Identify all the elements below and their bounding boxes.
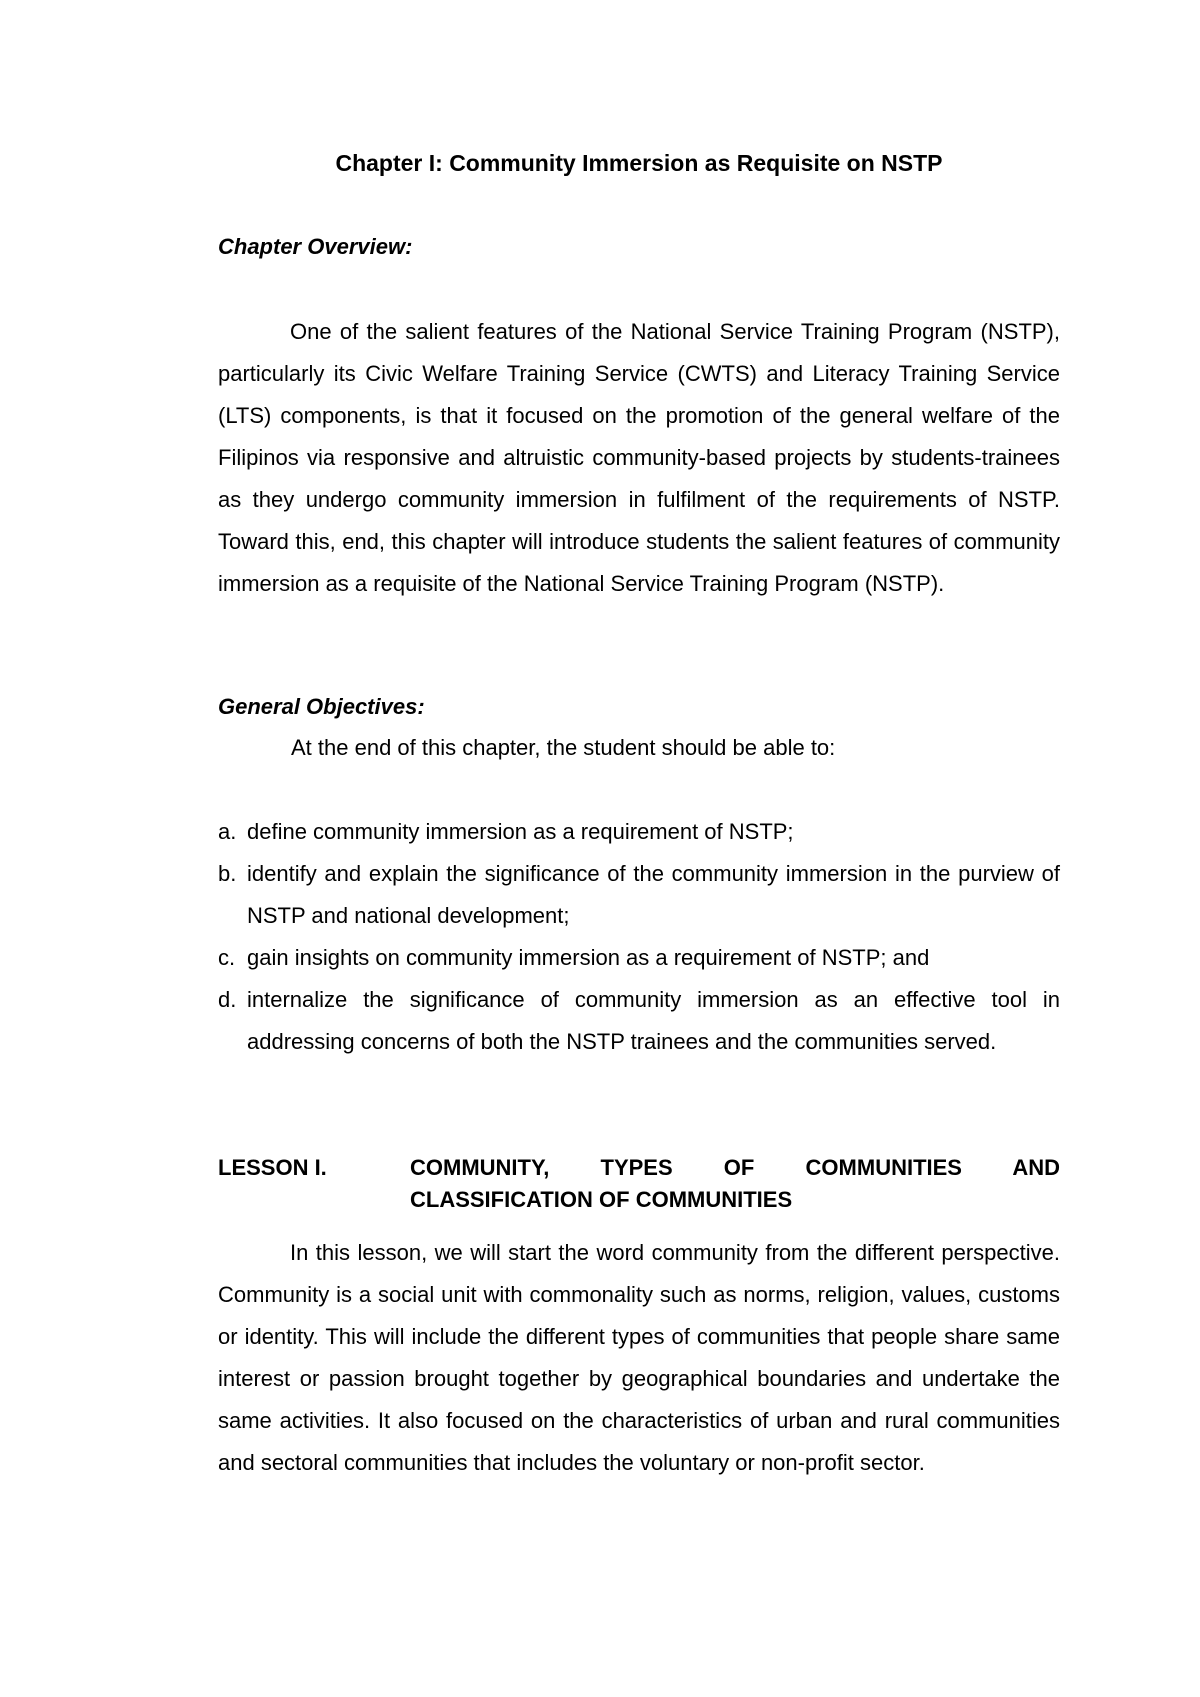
objective-item (218, 811, 1060, 853)
objective-text: define community immersion as a requirement of NSTP; (247, 819, 794, 844)
objectives-heading: General Objectives: (218, 694, 425, 719)
objective-item (218, 937, 1060, 979)
lesson-title-line1: COMMUNITY, TYPES OF COMMUNITIES AND (410, 1155, 1060, 1180)
objectives-list (218, 811, 1060, 1063)
objective-item (218, 979, 1060, 1063)
lesson-title-line2: CLASSIFICATION OF COMMUNITIES (410, 1187, 793, 1212)
objective-marker: c. (218, 945, 236, 970)
objective-text: identify and explain the significance of the community immersion in the purview of NSTP and national development; (247, 861, 1060, 928)
objective-marker: b. (218, 861, 237, 886)
objective-marker: a. (218, 819, 237, 844)
overview-heading: Chapter Overview: (218, 234, 413, 259)
objective-text: gain insights on community immersion as a requirement of NSTP; and (247, 945, 930, 970)
objectives-intro: At the end of this chapter, the student should be able to: (291, 735, 836, 760)
chapter-title: Chapter I: Community Immersion as Requisite on NSTP (335, 150, 943, 176)
objective-item (218, 853, 1060, 937)
overview-paragraph: One of the salient features of the National Service Training Program (NSTP), particularly its Civic Welfare Training Service (CWTS) and Literacy Training Service (LTS) components, is that it focused on the promotion of the general welfare of the Filipinos via responsive and altruistic community-based projects by students-trainees as they undergo community immersion in fulfilment of the requirements of NSTP. Toward this, end, this chapter will introduce students the salient features of community immersion as a requisite of the National Service Training Program (NSTP). (218, 319, 1060, 596)
lesson-label: LESSON I. (218, 1155, 327, 1180)
lesson-heading (218, 1152, 1060, 1216)
objective-marker: d. (218, 987, 237, 1012)
objective-text: internalize the significance of community immersion as an effective tool in addressing concerns of both the NSTP trainees and the communities served. (247, 987, 1060, 1054)
lesson-paragraph: In this lesson, we will start the word community from the different perspective. Community is a social unit with commonality such as norms, religion, values, customs or identity. This will include the different types of communities that people share same interest or passion brought together by geographical boundaries and undertake the same activities. It also focused on the characteristics of urban and rural communities and sectoral communities that includes the voluntary or non-profit sector. (218, 1240, 1060, 1475)
